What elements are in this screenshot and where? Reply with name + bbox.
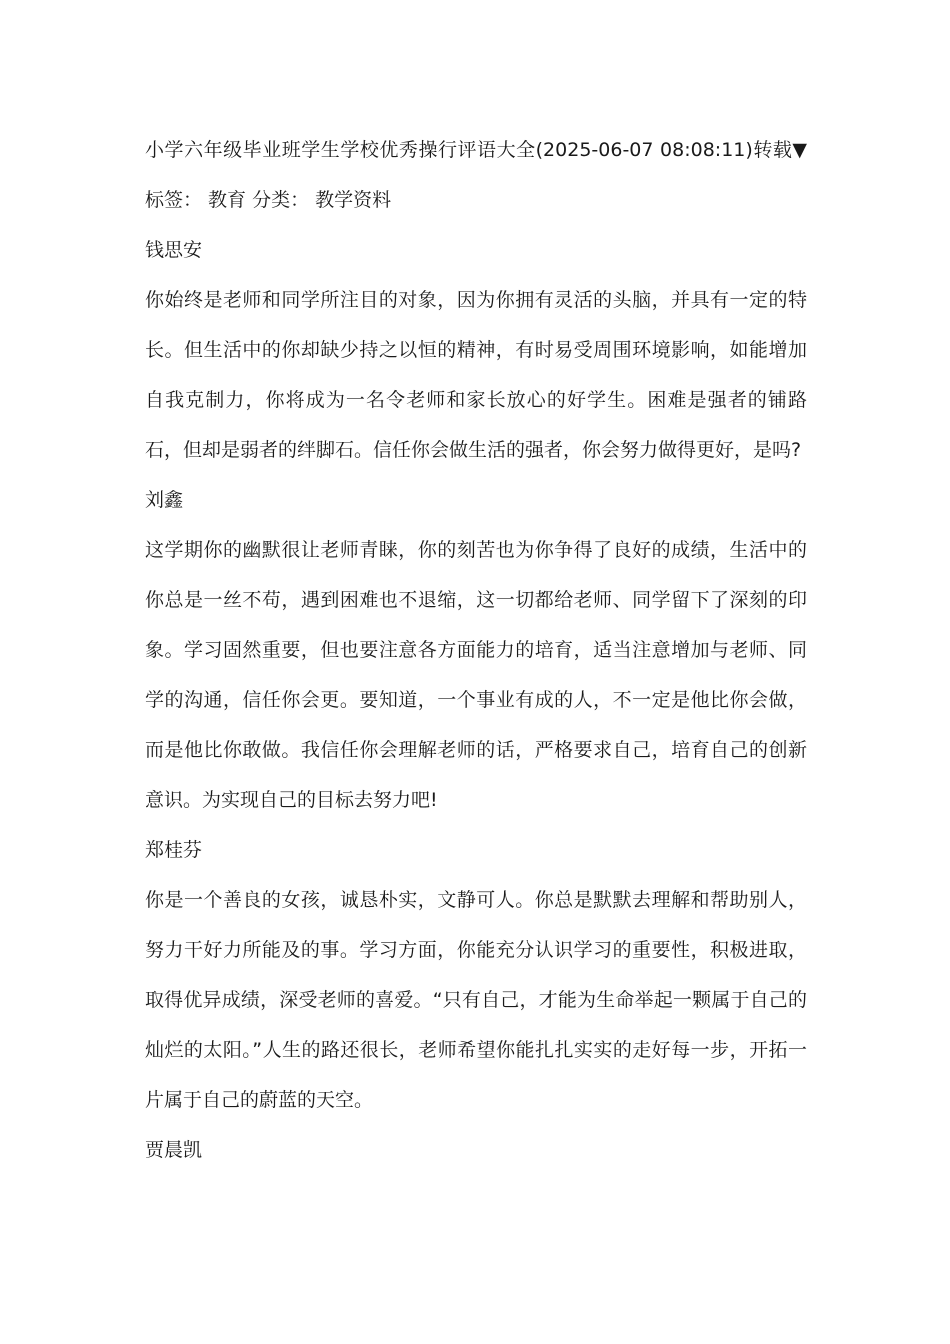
student-comment: 你是一个善良的女孩，诚恳朴实，文静可人。你总是默默去理解和帮助别人，努力干好力所能及的事。学习方面，你能充分认识学习的重要性，积极进取，取得优异成绩，深受老师的喜爱。“只有自己，才能为生命举起一颗属于自己的灿烂的太阳。”人生的路还很长，老师希望你能扎扎实实的走好每一步，开拓一片属于自己的蔚蓝的天空。 — [145, 889, 807, 1111]
student-name: 郑桂芬 — [145, 839, 203, 861]
student-comment: 这学期你的幽默很让老师青睐，你的刻苦也为你争得了良好的成绩，生活中的你总是一丝不苟，遇到困难也不退缩，这一切都给老师、同学留下了深刻的印象。学习固然重要，但也要注意各方面能力的培育，适当注意增加与老师、同学的沟通，信任你会更。要知道，一个事业有成的人，不一定是他比你会做，而是他比你敢做。我信任你会理解老师的话，严格要求自己，培育自己的创新意识。为实现自己的目标去努力吧! — [145, 539, 807, 811]
document-header: 小学六年级毕业班学生学校优秀操行评语大全(2025-06-07 08:08:11)转载▼标签： 教育 分类： 教学资料 — [145, 139, 807, 211]
student-comment: 你始终是老师和同学所注目的对象，因为你拥有灵活的头脑，并具有一定的特长。但生活中的你却缺少持之以恒的精神，有时易受周围环境影响，如能增加自我克制力，你将成为一名令老师和家长放心的好学生。困难是强者的铺路石，但却是弱者的绊脚石。信任你会做生活的强者，你会努力做得更好，是吗? — [145, 289, 807, 461]
student-name: 钱思安 — [145, 239, 203, 261]
student-name: 贾晨凯 — [145, 1139, 203, 1161]
document-body — [145, 125, 807, 1175]
student-name: 刘鑫 — [145, 489, 184, 511]
